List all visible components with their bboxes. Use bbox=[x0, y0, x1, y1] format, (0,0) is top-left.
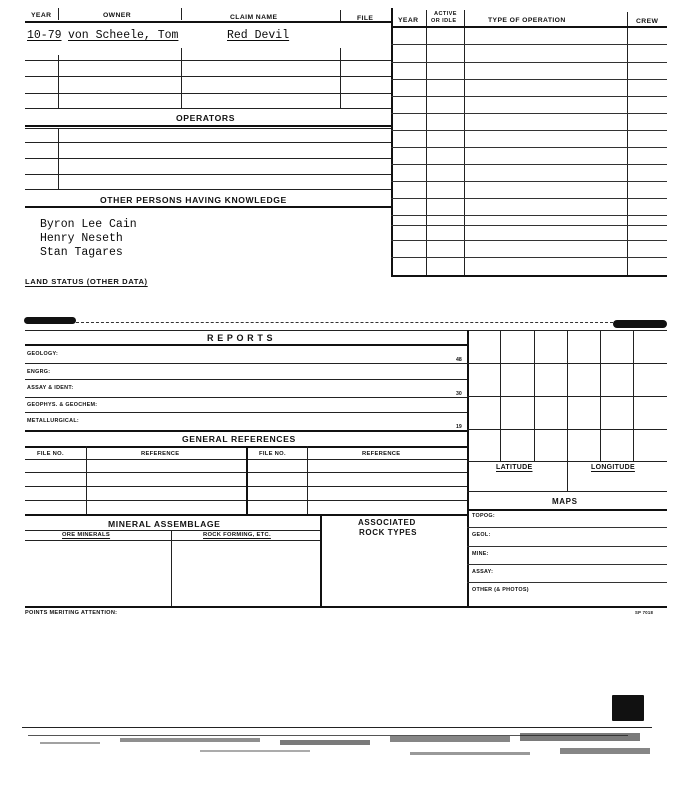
file-no-header: FILE NO. bbox=[259, 451, 286, 457]
ops-divider bbox=[426, 10, 427, 276]
active-header: ACTIVE bbox=[434, 11, 457, 17]
report-number: 30 bbox=[456, 391, 462, 397]
report-label: GEOPHYS. & GEOCHEM: bbox=[27, 402, 98, 408]
type-of-operation-header: TYPE OF OPERATION bbox=[488, 17, 566, 24]
ink-blot bbox=[613, 320, 667, 328]
file-header: FILE bbox=[357, 15, 374, 22]
report-label: GEOLOGY: bbox=[27, 351, 59, 357]
ops-divider bbox=[464, 10, 465, 276]
person-name: Byron Lee Cain bbox=[40, 218, 137, 231]
section-rule bbox=[25, 128, 391, 129]
or-idle-header: OR IDLE bbox=[431, 18, 457, 24]
row-rule bbox=[467, 582, 667, 583]
ops-row-rule bbox=[391, 62, 667, 63]
header-rule bbox=[25, 21, 391, 23]
row-rule bbox=[467, 527, 667, 528]
row-rule bbox=[25, 363, 467, 364]
reports-top-rule bbox=[25, 330, 667, 331]
owner-header: OWNER bbox=[103, 12, 132, 19]
reports-title: R E P O R T S bbox=[207, 333, 274, 343]
rock-forming-header: ROCK FORMING, ETC. bbox=[203, 532, 271, 538]
ops-row-rule bbox=[391, 130, 667, 131]
row-rule bbox=[25, 158, 391, 159]
divider bbox=[171, 530, 172, 607]
report-label: ENGRG: bbox=[27, 369, 51, 375]
divider bbox=[307, 446, 308, 514]
row-rule bbox=[25, 93, 391, 94]
ops-header-rule bbox=[391, 26, 667, 28]
reference-header: REFERENCE bbox=[362, 451, 401, 457]
divider bbox=[86, 446, 87, 514]
land-status-label: LAND STATUS (OTHER DATA) bbox=[25, 277, 148, 286]
reports-right-border bbox=[467, 330, 469, 607]
row-rule bbox=[25, 540, 320, 541]
points-meriting-attention-label: POINTS MERITING ATTENTION: bbox=[25, 610, 118, 616]
entry-claim-name: Red Devil bbox=[227, 29, 290, 42]
row-rule bbox=[25, 174, 391, 175]
row-rule bbox=[467, 491, 667, 492]
operations-left-border bbox=[391, 8, 393, 276]
claim-name-header: CLAIM NAME bbox=[230, 14, 278, 21]
form-code: SP 7018 bbox=[635, 610, 654, 615]
row-rule bbox=[467, 564, 667, 565]
ops-row-rule bbox=[391, 225, 667, 226]
ops-row-rule bbox=[391, 181, 667, 182]
reports-header-rule bbox=[25, 344, 467, 346]
ops-row-rule bbox=[391, 79, 667, 80]
map-label: TOPOG: bbox=[472, 513, 495, 519]
divider bbox=[181, 48, 182, 109]
map-label: ASSAY: bbox=[472, 569, 494, 575]
section-rule bbox=[25, 514, 467, 516]
mineral-assemblage-title: MINERAL ASSEMBLAGE bbox=[108, 519, 221, 529]
section-rule bbox=[25, 125, 391, 127]
divider bbox=[58, 128, 59, 190]
ops-row-rule bbox=[391, 113, 667, 114]
longitude-label: LONGITUDE bbox=[591, 464, 635, 471]
other-persons-title: OTHER PERSONS HAVING KNOWLEDGE bbox=[100, 195, 287, 205]
ops-row-rule bbox=[391, 198, 667, 199]
file-no-header: FILE NO. bbox=[37, 451, 64, 457]
crew-header: CREW bbox=[636, 18, 659, 25]
person-name: Stan Tagares bbox=[40, 246, 123, 259]
bottom-rule bbox=[25, 606, 667, 608]
scan-artifact bbox=[612, 695, 644, 721]
grid-line bbox=[467, 363, 667, 364]
row-rule bbox=[25, 76, 391, 77]
row-rule bbox=[25, 108, 391, 109]
grid-line bbox=[467, 396, 667, 397]
reference-header: REFERENCE bbox=[141, 451, 180, 457]
divider bbox=[340, 48, 341, 109]
ink-blot bbox=[24, 317, 76, 324]
row-rule bbox=[467, 546, 667, 547]
report-label: METALLURGICAL: bbox=[27, 418, 80, 424]
rock-types-label: ROCK TYPES bbox=[359, 528, 418, 537]
ops-row-rule bbox=[391, 147, 667, 148]
associated-label: ASSOCIATED bbox=[358, 518, 416, 527]
row-rule bbox=[25, 412, 467, 413]
ops-row-rule bbox=[391, 257, 667, 258]
row-rule bbox=[25, 397, 467, 398]
person-name: Henry Neseth bbox=[40, 232, 123, 245]
divider bbox=[567, 461, 568, 491]
row-rule bbox=[25, 60, 391, 61]
map-label: MINE: bbox=[472, 551, 489, 557]
section-rule bbox=[467, 509, 667, 511]
report-label: ASSAY & IDENT: bbox=[27, 385, 74, 391]
section-rule bbox=[25, 430, 467, 432]
operators-title: OPERATORS bbox=[176, 113, 236, 123]
row-rule bbox=[25, 379, 467, 380]
grid-line bbox=[467, 429, 667, 430]
latitude-label: LATITUDE bbox=[496, 464, 533, 471]
row-rule bbox=[25, 142, 391, 143]
divider bbox=[58, 55, 59, 109]
divider bbox=[58, 8, 59, 20]
entry-owner: von Scheele, Tom bbox=[68, 29, 179, 42]
report-number: 48 bbox=[456, 357, 462, 363]
general-references-title: GENERAL REFERENCES bbox=[182, 434, 296, 444]
report-number: 19 bbox=[456, 424, 462, 430]
ore-minerals-header: ORE MINERALS bbox=[62, 532, 111, 538]
divider bbox=[181, 8, 182, 20]
ops-row-rule bbox=[391, 215, 667, 216]
map-label: OTHER (& PHOTOS) bbox=[472, 587, 529, 593]
band-rule bbox=[76, 322, 613, 323]
year-header: YEAR bbox=[31, 12, 52, 19]
ops-year-header: YEAR bbox=[398, 17, 419, 24]
ops-row-rule bbox=[391, 96, 667, 97]
row-rule bbox=[25, 189, 391, 190]
ops-divider bbox=[627, 12, 628, 276]
maps-title: MAPS bbox=[552, 497, 578, 506]
ops-row-rule bbox=[391, 44, 667, 45]
entry-year: 10-79 bbox=[27, 29, 62, 42]
row-rule bbox=[25, 530, 320, 531]
ops-row-rule bbox=[391, 240, 667, 241]
ops-bottom-rule bbox=[391, 275, 667, 277]
section-rule bbox=[25, 206, 391, 208]
divider bbox=[246, 446, 248, 514]
ops-row-rule bbox=[391, 164, 667, 165]
map-label: GEOL: bbox=[472, 532, 491, 538]
divider bbox=[320, 514, 322, 607]
